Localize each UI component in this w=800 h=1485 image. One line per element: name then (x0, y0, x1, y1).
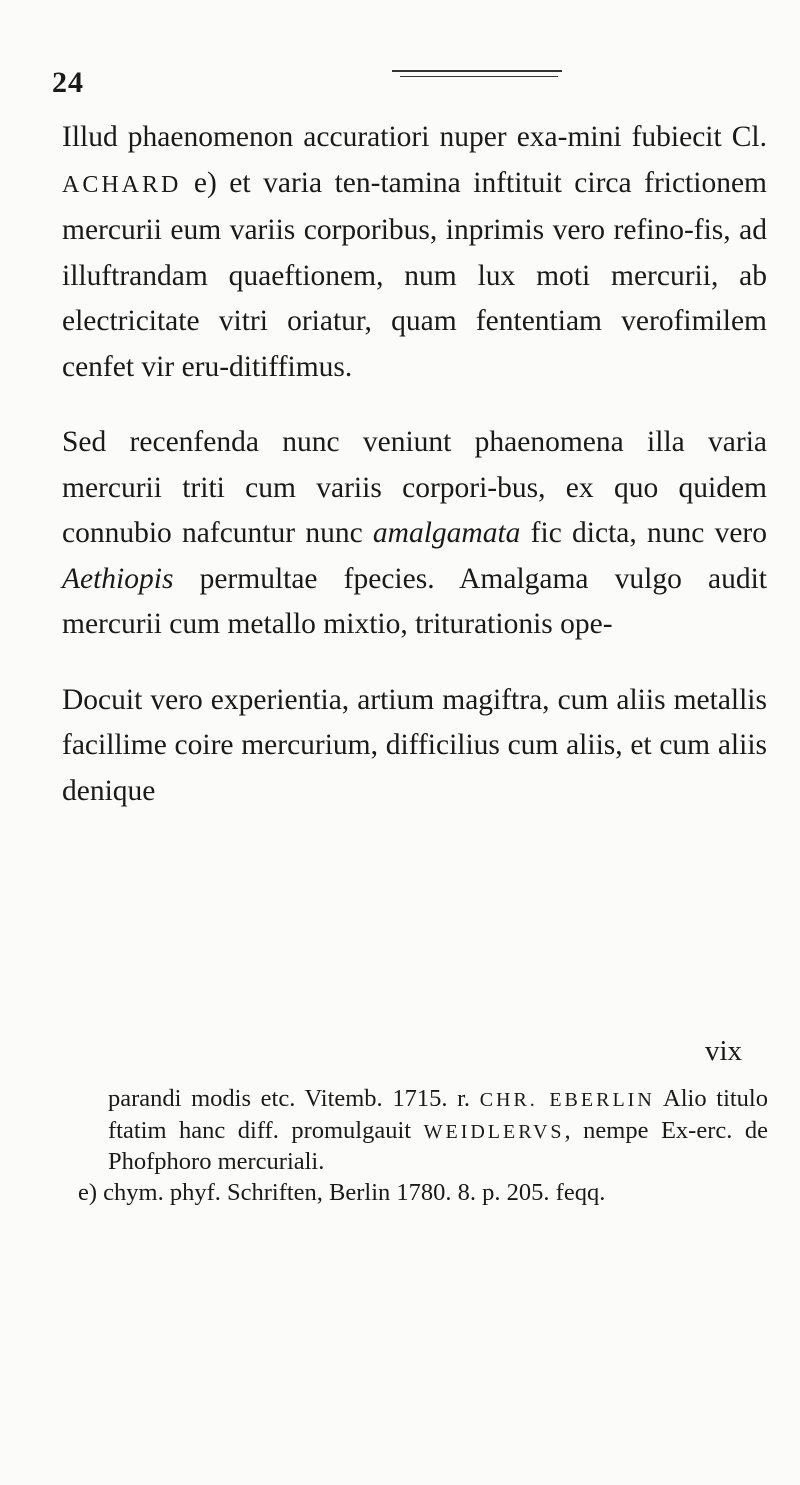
catchword: vix (705, 1035, 743, 1067)
paragraph-2-text-c: permultae fpecies. Amalgama vulgo audit mercurii cum metallo mixtio, triturationis ope- (62, 562, 767, 640)
paragraph-2-text-b: fic dicta, nunc vero (520, 517, 767, 549)
paragraph-2 (62, 420, 767, 648)
paragraph-1-text-b: e) et varia ten-tamina inftituit circa frictionem mercurii eum variis corporibus, inprimis vero refino-fis, ad illuftrandam quaeftionem, num lux moti mercurii, ab electricitate vitri oriatur, quam fententiam verofimilem cenfet vir eru-ditiffimus. (62, 166, 767, 383)
page-number: 24 (52, 66, 84, 99)
main-text (62, 115, 767, 814)
paragraph-1 (62, 115, 767, 390)
footnotes (78, 1084, 768, 1208)
footnote-continuation-text-b: Alio titulo ftatim hanc diff. promulgauit (108, 1085, 768, 1144)
paragraph-3: Docuit vero experientia, artium magiftra, cum aliis metallis facillime coire mercurium, difficilius cum aliis, et cum aliis denique (62, 683, 767, 807)
footnote-e: e) chym. phyf. Schriften, Berlin 1780. 8. p. 205. feqq. (78, 1178, 606, 1206)
footnote-continuation-text-a: parandi modis etc. Vitemb. 1715. r. (108, 1085, 480, 1112)
author-name-achard: ACHARD (62, 171, 182, 198)
footnote-continuation-text-c: , nempe Ex-erc. de Phofphoro mercuriali. (108, 1116, 768, 1175)
paragraph-1-text-a: Illud phaenomenon accuratiori nuper exa-mini fubiecit Cl. (62, 121, 767, 153)
paragraph-2-text-a: Sed recenfenda nunc veniunt phaenomena illa varia mercurii triti cum variis corpori-bus, ex quo quidem connubio nafcuntur nunc (62, 426, 767, 549)
author-name-eberlin: CHR. EBERLIN (479, 1089, 655, 1111)
header-rule (392, 70, 562, 72)
term-amalgamata: amalgamata (372, 517, 521, 549)
footnote-continuation (78, 1084, 768, 1178)
term-aethiopis: Aethiopis (62, 562, 174, 595)
author-name-weidlervs: WEIDLERVS (423, 1120, 565, 1143)
header-rule-thin (400, 76, 558, 77)
